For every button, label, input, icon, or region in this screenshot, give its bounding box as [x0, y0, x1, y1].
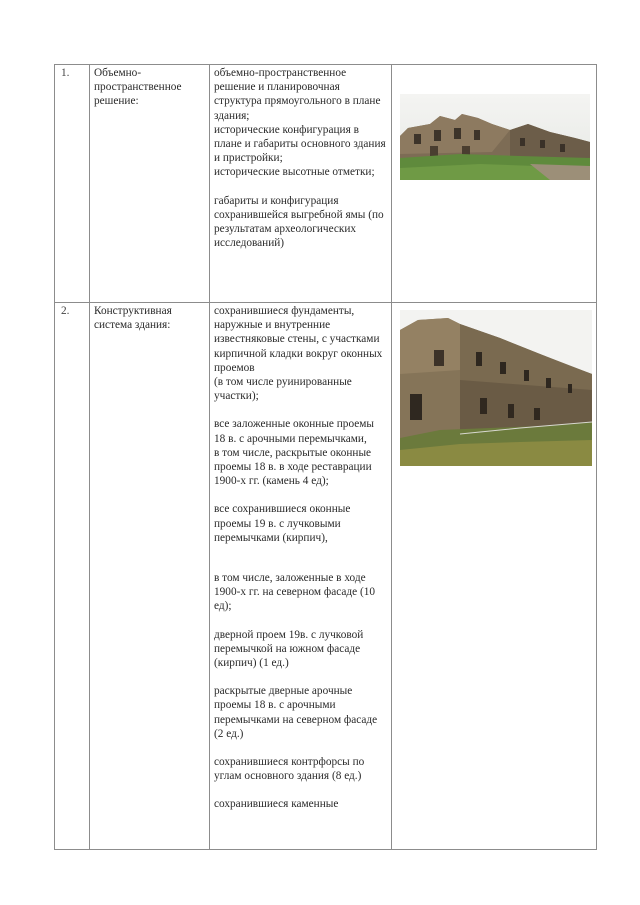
description-paragraph: габариты и конфигурация сохранившейся выгребной ямы (по результатам археологических исследований)	[214, 194, 384, 250]
description-paragraph: дверной проем 19в. с лучковой перемычкой на южном фасаде (кирпич) (1 ед.)	[214, 628, 364, 670]
ruined-building-corner-photo	[400, 310, 592, 466]
description-paragraph: в том числе, заложенные в ходе 1900-х гг. на северном фасаде (10 ед);	[214, 572, 376, 613]
ruined-building-photo	[400, 94, 590, 180]
photo-cell	[392, 303, 597, 850]
description-paragraph: сохранившиеся контрфорсы по углам основного здания (8 ед.)	[214, 756, 365, 783]
row-description	[210, 303, 392, 850]
description-paragraph: все сохранившиеся оконные проемы 19 в. с лучковыми перемычками (кирпич),	[214, 503, 351, 544]
description-paragraph: все заложенные оконные проемы 18 в. с арочными перемычками, в том числе, раскрытые оконные проемы 18 в. в ходе реставрации 1900-х гг. (камень 4 ед);	[214, 418, 374, 488]
heritage-table	[54, 64, 597, 850]
photo-cell	[392, 65, 597, 303]
description-paragraph: объемно-пространственное решение и планировочная структура прямоугольного в плане здания; исторические конфигурация в плане и габариты основного здания и пристройки; исторические высотные отметки;	[214, 67, 386, 179]
description-paragraph: сохранившиеся фундаменты, наружные и внутренние известняковые стены, с участками кирпичной кладки вокруг оконных проемов (в том числе руинированные участки);	[214, 305, 383, 403]
row-title: Конструктивная система здания:	[90, 303, 210, 850]
table-row	[55, 65, 597, 303]
table-row	[55, 303, 597, 850]
description-paragraph: сохранившиеся каменные	[214, 798, 339, 811]
description-paragraph: раскрытые дверные арочные проемы 18 в. с арочными перемычками на северном фасаде (2 ед.)	[214, 685, 378, 740]
row-number: 1.	[55, 65, 90, 303]
row-title: Объемно-пространственное решение:	[90, 65, 210, 303]
row-number: 2.	[55, 303, 90, 850]
row-description	[210, 65, 392, 303]
